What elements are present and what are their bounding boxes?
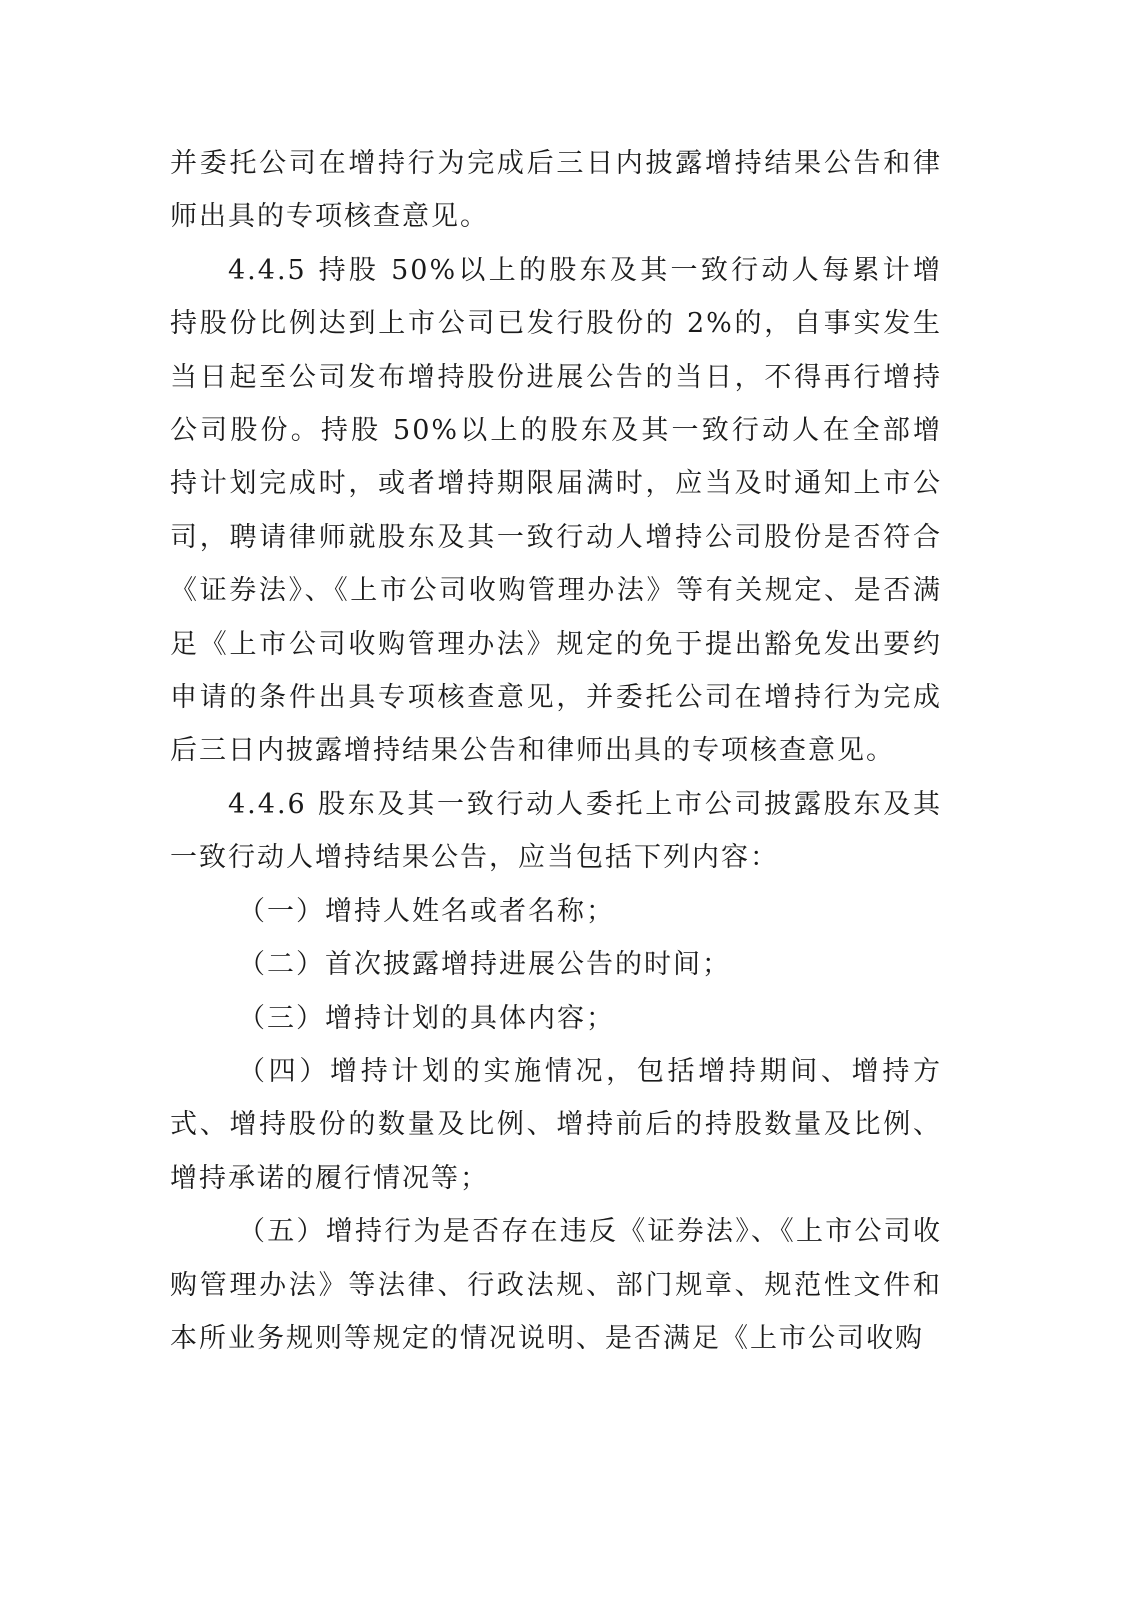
paragraph-continuation: 并委托公司在增持行为完成后三日内披露增持结果公告和律师出具的专项核查意见。 bbox=[170, 148, 942, 233]
list-item-2: （二）首次披露增持进展公告的时间； bbox=[238, 949, 731, 981]
paragraph-4-4-5: 4.4.5 持股 50%以上的股东及其一致行动人每累计增持股份比例达到上市公司已发行股份的 2%的，自事实发生当日起至公司发布增持股份进展公告的当日，不得再行增持公司股份。持股 50%以上的股东及其一致行动人在全部增持计划完成时，或者增持期限届满时，应当及时通知上市公司，聘请律师就股东及其一致行动人增持公司股份是否符合《证券法》、《上市公司收购管理办法》等有关规定、是否满足《上市公司收购管理办法》规定的免于提出豁免发出要约申请的条件出具专项核查意见，并委托公司在增持行为完成后三日内披露增持结果公告和律师出具的专项核查意见。 bbox=[170, 254, 942, 767]
document-body bbox=[170, 137, 942, 1365]
list-item-4: （四）增持计划的实施情况，包括增持期间、增持方式、增持股份的数量及比例、增持前后的持股数量及比例、增持承诺的履行情况等； bbox=[170, 1055, 942, 1194]
list-item-3: （三）增持计划的具体内容； bbox=[238, 1002, 615, 1034]
list-item-1: （一）增持人姓名或者名称； bbox=[238, 895, 615, 927]
list-item-5: （五）增持行为是否存在违反《证券法》、《上市公司收购管理办法》等法律、行政法规、部门规章、规范性文件和本所业务规则等规定的情况说明、是否满足《上市公司收购 bbox=[170, 1216, 942, 1354]
paragraph-4-4-6: 4.4.6 股东及其一致行动人委托上市公司披露股东及其一致行动人增持结果公告，应当包括下列内容： bbox=[170, 788, 942, 874]
